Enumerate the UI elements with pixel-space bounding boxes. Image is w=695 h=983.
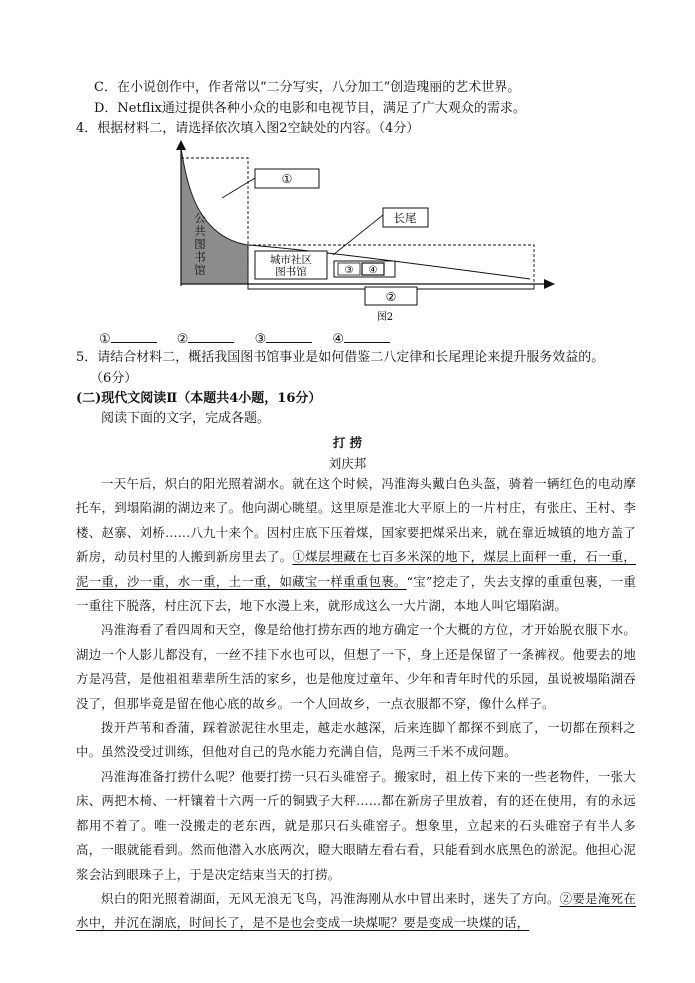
blank-3[interactable]	[266, 330, 312, 343]
box1-label: ①	[281, 172, 293, 186]
long-tail-leader	[333, 215, 383, 255]
paragraph-3: 拨开芦苇和香蒲，踩着淤泥往水里走，越走水越深，后来连脚丫都探不到底了，一切都在预料之中。虽然没受过训练，但他对自己的凫水能力充满自信，凫两三千米不成问题。	[76, 720, 636, 760]
community-library-line1: 城市社区	[270, 254, 312, 266]
figure-caption: 图2	[376, 312, 394, 323]
box3-label: ③	[344, 265, 354, 276]
section-title: (二)现代文阅读Ⅱ（本题共4小题，16分）	[76, 391, 322, 406]
public-library-label	[194, 211, 206, 277]
paragraph-2: 冯淮海看了看四周和天空，像是给他打捞东西的地方确定一个大概的方位，才开始脱衣服下水。湖边一个人影儿都没有，一丝不挂下水也可以，但想了一下，身上还是保留了一条裤衩。他要去的地方是冯营，是他祖祖辈辈所生活的家乡，也是他度过童年、少年和青年时代的乐园，虽说被塌陷湖吞没了，但那毕竟是留在他心底的故乡。一个人回故乡，一点衣服都不穿，像什么样子。	[76, 622, 636, 711]
story-title: 打 捞	[332, 435, 363, 450]
community-library-line2: 图书馆	[275, 266, 307, 278]
public-library-area	[181, 148, 248, 284]
box4-label: ④	[368, 265, 378, 276]
question-4: 4．根据材料二，请选择依次填入图2空缺处的内容。（4分）	[76, 121, 420, 136]
blank-4[interactable]	[344, 330, 390, 343]
question-5-line1: 5．请结合材料二，概括我国图书馆事业是如何借鉴二八定律和长尾理论来提升服务效益的。	[76, 350, 605, 365]
option-d: D．Netflix通过提供各种小众的电影和电视节目，满足了广大观众的需求。	[94, 101, 526, 116]
svg-text:书: 书	[194, 250, 206, 264]
story-body	[76, 472, 636, 936]
blank-4-label: ④	[332, 332, 345, 347]
paragraph-5: 炽白的阳光照着湖面，无风无浪无飞鸟，冯淮海刚从水中冒出来时，迷失了方向。②要是淹死在水中，并沉在湖底，时间长了，是不是也会变成一块煤呢？要是变成一块煤的话，	[76, 890, 637, 931]
svg-text:馆: 馆	[194, 263, 206, 277]
svg-text:公: 公	[194, 211, 206, 225]
question-5-line2: （6分）	[90, 371, 138, 386]
x-axis-arrow	[544, 279, 555, 289]
paragraph-4: 冯淮海准备打捞什么呢？他要打捞一只石头碓窑子。搬家时，祖上传下来的一些老物件，一张大床、两把木椅、一杆镶着十六两一斤的铜戥子大秤……都在新房子里放着，有的还在使用，有的永远都用不着了。唯一没搬走的老东西，就是那只石头碓窑子。想象里，立起来的石头碓窑子有半人多高，一眼就能看到。然而他潜入水底两次，瞪大眼睛左看右看，只能看到水底黑色的淤泥。他担心泥浆会沾到眼珠子上，于是决定结束当天的打捞。	[76, 768, 636, 882]
blank-1[interactable]	[111, 330, 157, 343]
underlined-sentence-2: ②要是淹死在水中，并沉在湖底，时间长了，是不是也会变成一块煤呢？要是变成一块煤的话，	[76, 890, 637, 931]
blank-3-label: ③	[254, 332, 267, 347]
blank-2[interactable]	[188, 330, 234, 343]
answer-blanks	[99, 330, 406, 348]
paragraph-1: 一天午后，炽白的阳光照着湖水。就在这个时候，冯淮海头戴白色头盔，骑着一辆红色的电动摩托车，到塌陷湖的湖边来了。他向湖心眺望。这里原是淮北大平原上的一片村庄，有张庄、王村、李楼、赵寨、刘桥……八九十来个。因村庄底下压着煤，国家要把煤采出来，就在靠近城镇的地方盖了新房，动员村里的人搬到新房里去了。①煤层埋藏在七百多米深的地下，煤层上面秤一重，石一重，泥一重，沙一重，水一重，土一重，如藏宝一样重重包裹。“宝”挖走了，失去支撑的重重包裹，一重一重往下脱落，村庄沉下去，地下水漫上来，就形成这么一大片湖，本地人叫它塌陷湖。	[76, 476, 636, 614]
y-axis-arrow	[176, 140, 186, 150]
svg-text:图: 图	[194, 237, 206, 251]
option-c: C．在小说创作中，作者常以“二分写实，八分加工”创造瑰丽的艺术世界。	[94, 80, 521, 95]
box2-label: ②	[385, 290, 397, 304]
underlined-sentence-1: ①煤层埋藏在七百多米深的地下，煤层上面秤一重，石一重，泥一重，沙一重，水一重，土一重，如藏宝一样重重包裹。	[76, 549, 636, 589]
long-tail-label: 长尾	[393, 211, 417, 225]
blank-1-label: ①	[99, 332, 111, 347]
section-instruction: 阅读下面的文字，完成各题。	[101, 411, 271, 426]
blank-2-label: ②	[176, 332, 189, 347]
box1-leader	[222, 178, 255, 198]
story-author: 刘庆邦	[328, 456, 367, 471]
svg-text:共: 共	[194, 224, 206, 238]
